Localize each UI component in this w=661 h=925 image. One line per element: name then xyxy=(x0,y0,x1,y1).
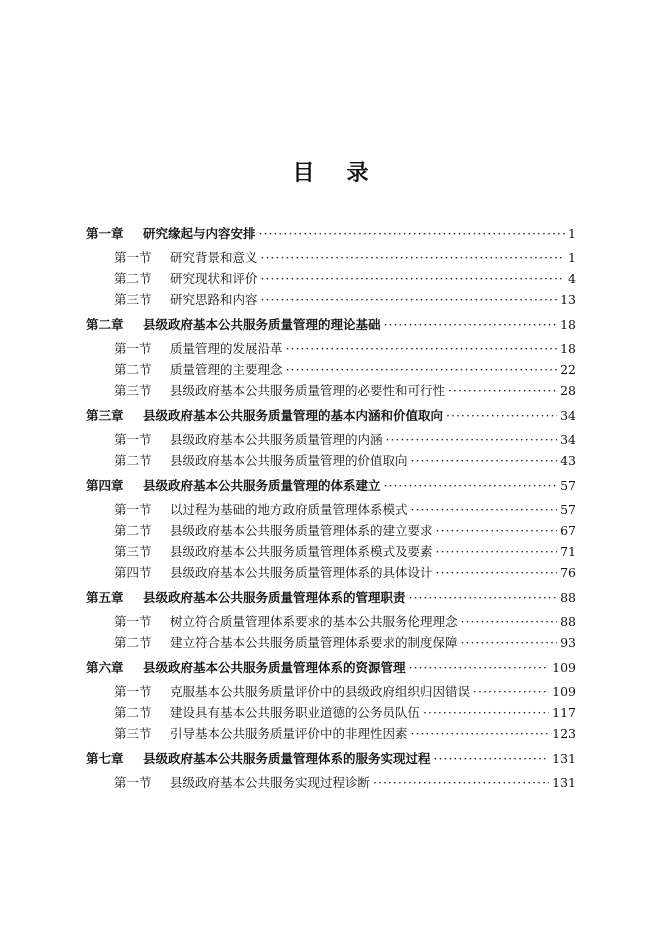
entry-title: 县级政府基本公共服务质量管理体系的服务实现过程 xyxy=(143,751,431,766)
entry-title: 质量管理的发展沿革 xyxy=(170,341,283,356)
entry-number: 第一节 xyxy=(114,432,152,447)
entry-page-number: 57 xyxy=(560,502,576,517)
dot-leader xyxy=(259,226,566,242)
entry-title: 质量管理的主要理念 xyxy=(170,362,283,377)
dot-leader xyxy=(434,751,550,767)
entry-number: 第七章 xyxy=(86,751,124,766)
dot-leader xyxy=(384,478,558,494)
dot-leader xyxy=(261,271,566,287)
toc-section-entry[interactable] xyxy=(86,383,576,399)
entry-page-number: 18 xyxy=(560,341,576,356)
toc-section-entry[interactable] xyxy=(86,726,576,742)
dot-leader xyxy=(423,705,549,721)
entry-number: 第三节 xyxy=(114,726,152,741)
entry-title: 县级政府基本公共服务质量管理的基本内涵和价值取向 xyxy=(143,408,444,423)
dot-leader xyxy=(261,250,566,266)
entry-number: 第二章 xyxy=(86,317,124,332)
toc-section-entry[interactable] xyxy=(86,614,576,630)
dot-leader xyxy=(286,341,558,357)
dot-leader xyxy=(436,523,558,539)
entry-page-number: 28 xyxy=(560,383,576,398)
dot-leader xyxy=(411,726,550,742)
entry-page-number: 34 xyxy=(560,408,576,423)
entry-number: 第一节 xyxy=(114,614,152,629)
entry-number: 第二节 xyxy=(114,523,152,538)
dot-leader xyxy=(261,292,558,308)
toc-chapter-entry[interactable] xyxy=(86,660,576,676)
toc-section-entry[interactable] xyxy=(86,453,576,469)
toc-chapter-entry[interactable] xyxy=(86,590,576,606)
toc-chapter-entry[interactable] xyxy=(86,751,576,767)
entry-number: 第四节 xyxy=(114,565,152,580)
entry-title: 县级政府基本公共服务质量管理体系的建立要求 xyxy=(170,523,433,538)
entry-page-number: 13 xyxy=(560,292,576,307)
entry-title: 树立符合质量管理体系要求的基本公共服务伦理理念 xyxy=(170,614,458,629)
toc-section-entry[interactable] xyxy=(86,341,576,357)
entry-title: 县级政府基本公共服务质量管理的理论基础 xyxy=(143,317,381,332)
entry-title: 研究现状和评价 xyxy=(170,271,258,286)
entry-page-number: 22 xyxy=(560,362,576,377)
toc-section-entry[interactable] xyxy=(86,432,576,448)
toc-chapter-entry[interactable] xyxy=(86,226,576,242)
entry-title: 县级政府基本公共服务质量管理体系的具体设计 xyxy=(170,565,433,580)
toc-section-entry[interactable] xyxy=(86,775,576,791)
entry-page-number: 1 xyxy=(568,226,576,241)
entry-title: 县级政府基本公共服务质量管理体系模式及要素 xyxy=(170,544,433,559)
toc-section-entry[interactable] xyxy=(86,292,576,308)
toc-chapter-entry[interactable] xyxy=(86,408,576,424)
entry-page-number: 109 xyxy=(552,660,576,675)
dot-leader xyxy=(409,660,550,676)
entry-number: 第三章 xyxy=(86,408,124,423)
entry-title: 建设具有基本公共服务职业道德的公务员队伍 xyxy=(170,705,421,720)
toc-section-entry[interactable] xyxy=(86,635,576,651)
dot-leader xyxy=(436,565,558,581)
toc-section-entry[interactable] xyxy=(86,523,576,539)
entry-title: 研究思路和内容 xyxy=(170,292,258,307)
entry-number: 第一节 xyxy=(114,775,152,790)
entry-page-number: 93 xyxy=(560,635,576,650)
entry-number: 第一节 xyxy=(114,250,152,265)
entry-page-number: 67 xyxy=(560,523,576,538)
dot-leader xyxy=(461,635,558,651)
entry-number: 第五章 xyxy=(86,590,124,605)
entry-number: 第一章 xyxy=(86,226,124,241)
dot-leader xyxy=(409,590,558,606)
entry-number: 第三节 xyxy=(114,383,152,398)
toc-chapter-entry[interactable] xyxy=(86,317,576,333)
table-of-contents xyxy=(86,226,576,796)
dot-leader xyxy=(411,453,558,469)
entry-number: 第二节 xyxy=(114,362,152,377)
entry-title: 引导基本公共服务质量评价中的非理性因素 xyxy=(170,726,408,741)
entry-number: 第二节 xyxy=(114,635,152,650)
entry-number: 第二节 xyxy=(114,705,152,720)
dot-leader xyxy=(436,544,558,560)
entry-title: 研究背景和意义 xyxy=(170,250,258,265)
dot-leader xyxy=(384,317,558,333)
entry-title: 以过程为基础的地方政府质量管理体系模式 xyxy=(170,502,408,517)
entry-page-number: 88 xyxy=(560,590,576,605)
toc-section-entry[interactable] xyxy=(86,502,576,518)
entry-page-number: 76 xyxy=(560,565,576,580)
entry-title: 克服基本公共服务质量评价中的县级政府组织归因错误 xyxy=(170,684,471,699)
title-char-right: 录 xyxy=(346,160,369,186)
dot-leader xyxy=(461,614,558,630)
entry-page-number: 43 xyxy=(560,453,576,468)
entry-title: 建立符合基本公共服务质量管理体系要求的制度保障 xyxy=(170,635,458,650)
entry-page-number: 57 xyxy=(560,478,576,493)
entry-number: 第六章 xyxy=(86,660,124,675)
entry-title: 县级政府基本公共服务质量管理的必要性和可行性 xyxy=(170,383,446,398)
entry-title: 研究缘起与内容安排 xyxy=(143,226,256,241)
toc-section-entry[interactable] xyxy=(86,250,576,266)
toc-section-entry[interactable] xyxy=(86,544,576,560)
toc-chapter-entry[interactable] xyxy=(86,478,576,494)
entry-number: 第三节 xyxy=(114,544,152,559)
toc-section-entry[interactable] xyxy=(86,684,576,700)
entry-title: 县级政府基本公共服务质量管理的内涵 xyxy=(170,432,383,447)
entry-page-number: 4 xyxy=(568,271,576,286)
dot-leader xyxy=(411,502,558,518)
entry-number: 第二节 xyxy=(114,271,152,286)
entry-title: 县级政府基本公共服务质量管理体系的资源管理 xyxy=(143,660,406,675)
toc-section-entry[interactable] xyxy=(86,565,576,581)
dot-leader xyxy=(473,684,549,700)
title-char-left: 目 xyxy=(292,160,315,186)
page-title xyxy=(0,156,661,187)
entry-number: 第一节 xyxy=(114,502,152,517)
toc-section-entry[interactable] xyxy=(86,705,576,721)
entry-number: 第二节 xyxy=(114,453,152,468)
entry-page-number: 117 xyxy=(552,705,576,720)
entry-page-number: 131 xyxy=(552,775,576,790)
entry-page-number: 34 xyxy=(560,432,576,447)
entry-page-number: 1 xyxy=(568,250,576,265)
toc-section-entry[interactable] xyxy=(86,271,576,287)
dot-leader xyxy=(386,432,558,448)
entry-title: 县级政府基本公共服务实现过程诊断 xyxy=(170,775,371,790)
entry-page-number: 109 xyxy=(552,684,576,699)
entry-page-number: 123 xyxy=(552,726,576,741)
toc-section-entry[interactable] xyxy=(86,362,576,378)
entry-title: 县级政府基本公共服务质量管理的价值取向 xyxy=(170,453,408,468)
entry-page-number: 71 xyxy=(560,544,576,559)
entry-page-number: 18 xyxy=(560,317,576,332)
dot-leader xyxy=(448,383,557,399)
dot-leader xyxy=(446,408,557,424)
entry-title: 县级政府基本公共服务质量管理体系的管理职责 xyxy=(143,590,406,605)
entry-number: 第三节 xyxy=(114,292,152,307)
dot-leader xyxy=(373,775,549,791)
entry-number: 第一节 xyxy=(114,684,152,699)
entry-page-number: 88 xyxy=(560,614,576,629)
entry-number: 第四章 xyxy=(86,478,124,493)
entry-number: 第一节 xyxy=(114,341,152,356)
entry-title: 县级政府基本公共服务质量管理的体系建立 xyxy=(143,478,381,493)
dot-leader xyxy=(286,362,558,378)
entry-page-number: 131 xyxy=(552,751,576,766)
